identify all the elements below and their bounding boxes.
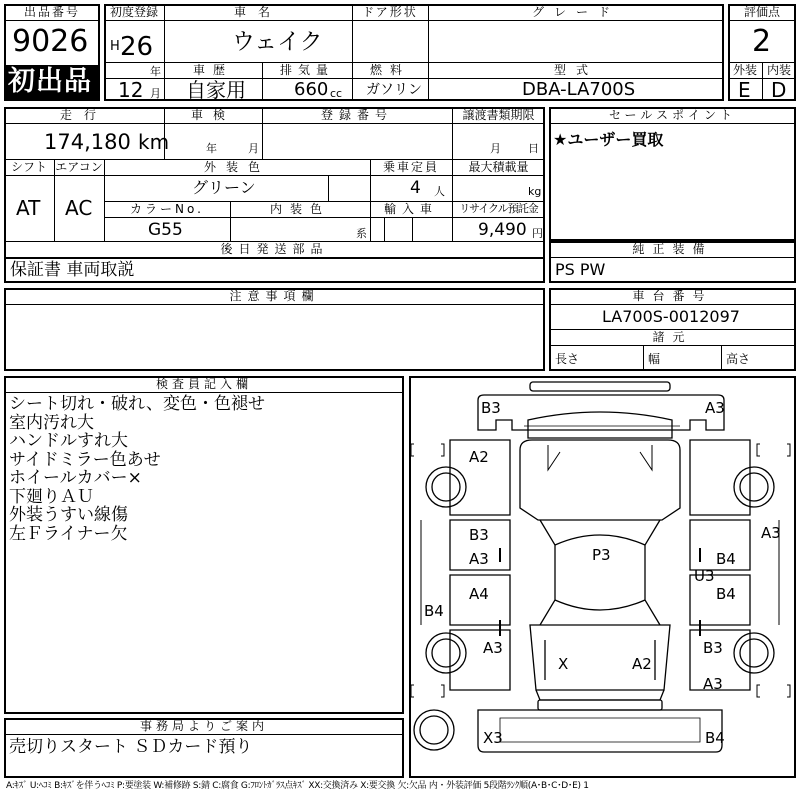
- history-label: 車歴: [192, 63, 233, 77]
- type-value: DBA-LA700S: [522, 79, 636, 100]
- damage-mark: B3: [481, 399, 501, 417]
- damage-mark: B3: [469, 526, 489, 544]
- color-no-label: カラーNo.: [130, 202, 204, 216]
- damage-mark: B3: [703, 639, 723, 657]
- ac-label: エアコン: [55, 160, 103, 174]
- ext-color-label: 外装色: [203, 160, 270, 174]
- lot-number: 9026: [12, 24, 89, 59]
- first-reg-label: 初度登録: [109, 5, 158, 19]
- history-value: 自家用: [186, 78, 246, 102]
- inspection-label: 車検: [190, 108, 235, 122]
- later-parts-value: 保証書 車両取説: [10, 260, 135, 280]
- capacity-unit: 人: [434, 185, 445, 198]
- damage-mark: A3: [483, 639, 503, 657]
- ext-score: E: [738, 78, 751, 102]
- shift-label: シフト: [10, 160, 47, 174]
- capacity-label: 乗車定員: [382, 160, 439, 174]
- inspector-note: 外装うすい線傷: [9, 505, 128, 525]
- mileage-unit: km: [138, 130, 170, 154]
- max-load-label: 最大積載量: [468, 160, 529, 174]
- sales-point-box: [549, 107, 796, 241]
- damage-mark: A3: [705, 399, 725, 417]
- capacity-value: 4: [410, 178, 421, 198]
- era: H: [110, 39, 120, 54]
- office-label: 事務局よりご案内: [139, 719, 268, 733]
- mileage-label: 走行: [59, 108, 108, 122]
- first-reg-year: 26: [120, 32, 154, 62]
- damage-mark: A3: [703, 675, 723, 693]
- recycle-value: 9,490: [478, 220, 527, 240]
- inspector-note: 下廻りＡＵ: [9, 486, 94, 507]
- ext-score-label: 外装: [732, 63, 757, 77]
- width-label: 幅: [648, 352, 661, 366]
- month-unit: 月: [150, 87, 161, 100]
- inspection-year-unit: 年: [206, 142, 217, 155]
- genuine-equipment-value: PS PW: [555, 260, 606, 279]
- ext-color-value: グリーン: [192, 178, 256, 197]
- fuel-label: 燃料: [369, 63, 410, 77]
- inspector-label: 検査員記入欄: [155, 377, 252, 391]
- inspector-notes: [9, 395, 265, 543]
- inspector-note: 室内汚れ大: [9, 412, 94, 433]
- transfer-day-unit: 日: [528, 142, 539, 155]
- mileage-value: 174,180: [44, 130, 131, 154]
- transfer-label: 譲渡書類期限: [462, 108, 535, 122]
- ac-value: AC: [65, 196, 93, 220]
- damage-mark: B4: [424, 602, 444, 620]
- damage-mark: A2: [632, 655, 652, 673]
- int-color-unit: 系: [356, 227, 367, 240]
- damage-mark: B4: [716, 550, 736, 568]
- inspector-note: ホイールカバー×: [9, 468, 142, 488]
- first-listing-text: 初出品: [8, 66, 92, 97]
- chassis-number: LA700S-0012097: [602, 307, 740, 326]
- displacement-unit: cc: [330, 87, 343, 100]
- chassis-label: 車台番号: [632, 289, 713, 303]
- grade-label: グレード: [531, 5, 620, 19]
- damage-mark: U3: [694, 567, 715, 585]
- damage-mark: B4: [716, 585, 736, 603]
- max-load-unit: kg: [528, 185, 542, 198]
- inspection-month-unit: 月: [248, 142, 259, 155]
- damage-mark: X3: [483, 729, 503, 747]
- int-score: D: [771, 78, 787, 102]
- import-label: 輸入車: [383, 202, 438, 216]
- inspector-note: 左Ｆライナー欠: [9, 523, 128, 544]
- sales-point-value: ★ユーザー買取: [553, 130, 664, 149]
- office-value: 売切りスタート ＳＤカード預り: [9, 737, 253, 757]
- genuine-equipment-label: 純正装備: [632, 242, 713, 256]
- damage-mark: B4: [705, 729, 725, 747]
- door-label: ドア形状: [362, 5, 418, 19]
- legend-text: A:ｷｽﾞ U:ﾍｺﾐ B:ｷｽﾞを伴うﾍｺﾐ P:要塗装 W:補修跡 S:錆 C:腐食 G:ﾌﾛﾝﾄｶﾞﾗｽ点ｷｽﾞ XX:交換済み X:要交換 欠:欠品 内・外装評価 5段階ﾗﾝｸ順(A･B･C･D･E) 1: [6, 781, 589, 791]
- displacement-label: 排気量: [279, 63, 334, 77]
- displacement-value: 660: [294, 79, 329, 100]
- lot-number-label: 出品番号: [23, 5, 80, 19]
- score-label: 評価点: [743, 5, 780, 19]
- caution-label: 注意事項欄: [229, 289, 320, 303]
- shift-value: AT: [16, 196, 41, 220]
- fuel-value: ガソリン: [366, 82, 422, 98]
- later-parts-label: 後日発送部品: [220, 242, 329, 256]
- damage-mark: A4: [469, 585, 489, 603]
- damage-mark: A2: [469, 448, 489, 466]
- int-color-label: 内装色: [269, 202, 330, 216]
- score-value: 2: [752, 24, 772, 59]
- damage-mark: A3: [469, 550, 489, 568]
- transfer-month-unit: 月: [490, 142, 501, 155]
- recycle-unit: 円: [532, 227, 543, 240]
- damage-mark: P3: [592, 546, 611, 564]
- model-name: ウェイク: [232, 29, 323, 55]
- recycle-label: リサイクル預託金: [459, 202, 538, 215]
- inspector-note: サイドミラー色あせ: [9, 449, 161, 470]
- height-label: 高さ: [726, 352, 751, 366]
- plate-label: 登録番号: [320, 108, 393, 122]
- damage-mark: A3: [761, 524, 781, 542]
- damage-mark: X: [558, 655, 569, 673]
- int-score-label: 内装: [766, 63, 791, 77]
- inspector-note: ハンドルすれ大: [9, 431, 128, 451]
- type-label: 型式: [553, 63, 598, 77]
- inspector-note: シート切れ・破れ、変色・色褪せ: [9, 394, 266, 414]
- first-reg-month: 12: [118, 78, 144, 102]
- sales-point-label: セールスポイント: [609, 108, 736, 122]
- spec-label: 諸元: [652, 330, 693, 344]
- length-label: 長さ: [555, 352, 580, 366]
- color-no-value: G55: [148, 220, 183, 240]
- model-label: 車名: [233, 5, 282, 19]
- year-unit: 年: [150, 65, 161, 78]
- car-diagram: [409, 376, 796, 778]
